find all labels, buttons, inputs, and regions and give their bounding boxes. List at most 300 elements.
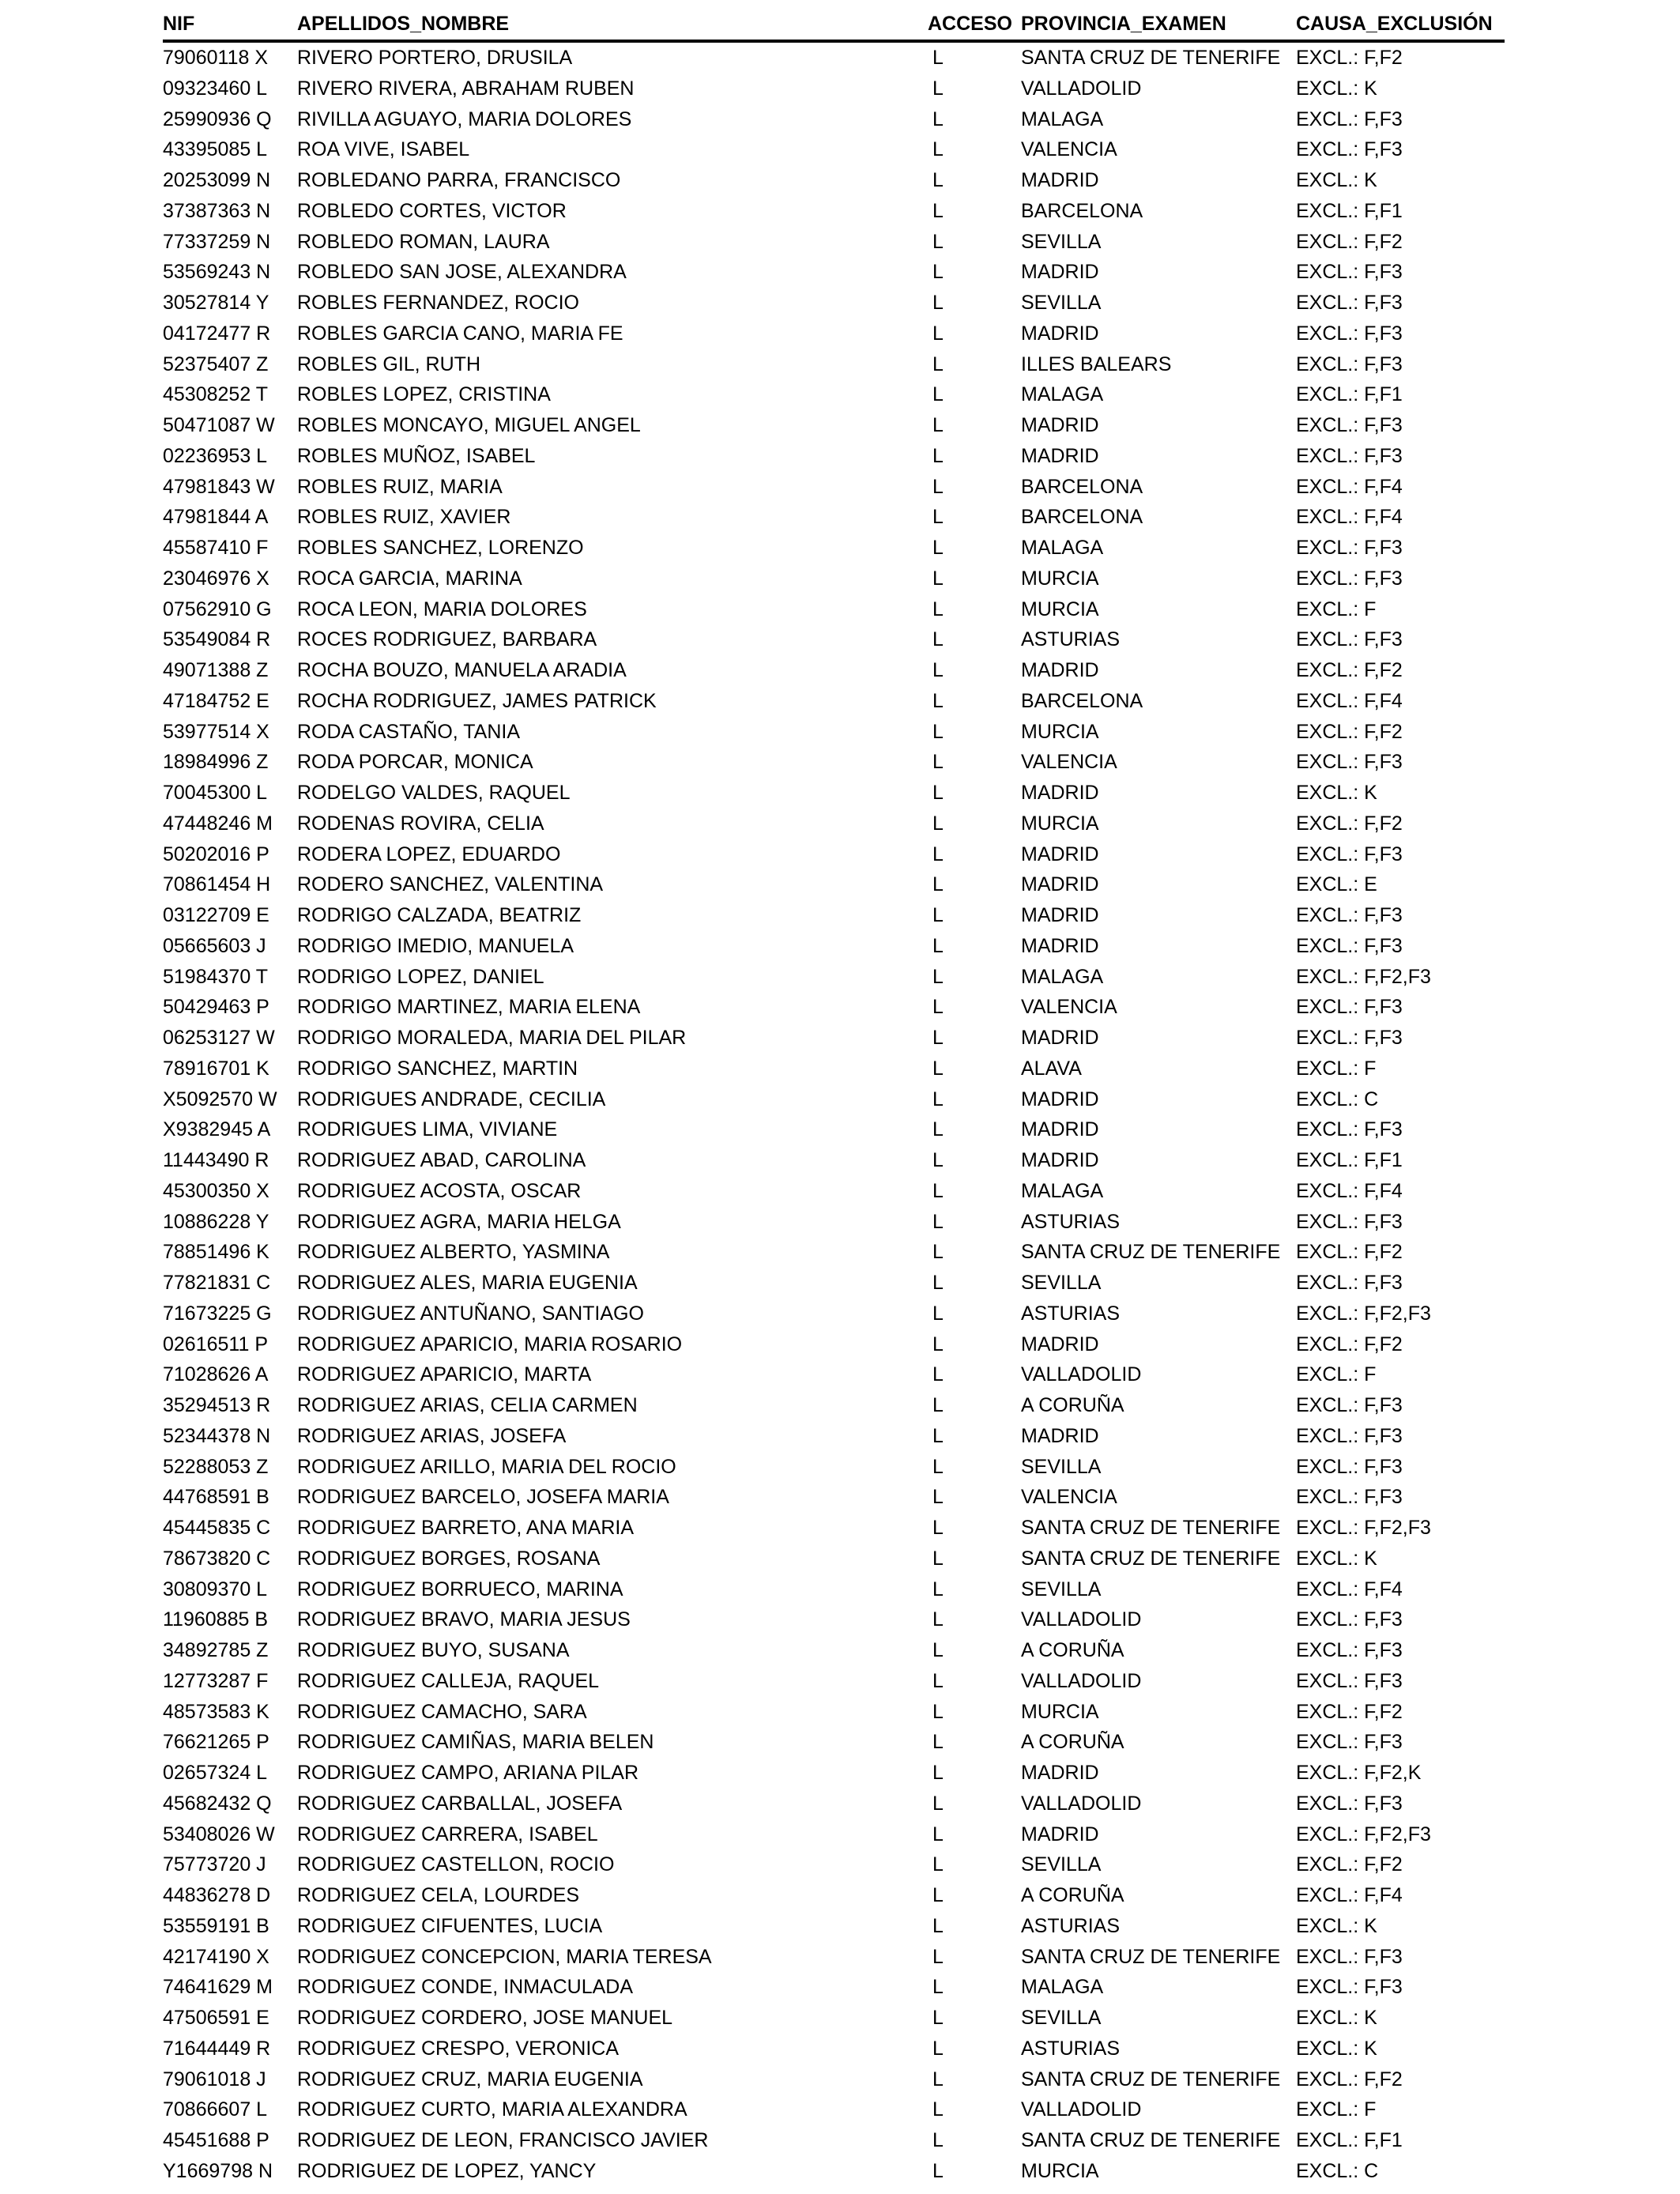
- cell-causa-exclusion: EXCL.: F,F1: [1296, 199, 1403, 222]
- cell-causa-exclusion: EXCL.: C: [1296, 1088, 1379, 1110]
- cell-provincia-examen: MADRID: [1021, 1118, 1099, 1141]
- cell-provincia-examen: VALLADOLID: [1021, 1363, 1142, 1386]
- cell-apellidos-nombre: RODRIGUEZ ALBERTO, YASMINA: [297, 1241, 610, 1264]
- cell-acceso: L: [932, 965, 944, 988]
- cell-acceso: L: [932, 322, 944, 345]
- cell-acceso: L: [932, 1057, 944, 1080]
- cell-nif: 09323460 L: [163, 77, 268, 100]
- cell-apellidos-nombre: RODRIGUEZ CAMIÑAS, MARIA BELEN: [297, 1731, 654, 1754]
- cell-acceso: L: [932, 1608, 944, 1631]
- table-row: [163, 962, 1505, 993]
- table-row: [163, 747, 1505, 778]
- cell-provincia-examen: MADRID: [1021, 444, 1099, 467]
- table-row: [163, 1789, 1505, 1819]
- cell-acceso: L: [932, 1517, 944, 1539]
- cell-acceso: L: [932, 689, 944, 712]
- cell-provincia-examen: MALAGA: [1021, 537, 1104, 559]
- cell-apellidos-nombre: ROBLES MONCAYO, MIGUEL ANGEL: [297, 414, 641, 436]
- cell-nif: 52288053 Z: [163, 1455, 269, 1478]
- cell-provincia-examen: MALAGA: [1021, 1179, 1104, 1202]
- cell-provincia-examen: SEVILLA: [1021, 2007, 1102, 2029]
- table-row: [163, 1544, 1505, 1574]
- cell-apellidos-nombre: RODERO SANCHEZ, VALENTINA: [297, 873, 604, 896]
- cell-acceso: L: [932, 1363, 944, 1386]
- cell-apellidos-nombre: RODRIGUEZ CARRERA, ISABEL: [297, 1823, 598, 1845]
- cell-acceso: L: [932, 352, 944, 375]
- cell-causa-exclusion: EXCL.: K: [1296, 77, 1377, 100]
- cell-apellidos-nombre: RODRIGUEZ ALES, MARIA EUGENIA: [297, 1272, 638, 1294]
- cell-apellidos-nombre: RODA PORCAR, MONICA: [297, 751, 533, 774]
- cell-apellidos-nombre: ROCA LEON, MARIA DOLORES: [297, 598, 587, 620]
- cell-nif: 70045300 L: [163, 782, 268, 804]
- cell-nif: 53569243 N: [163, 261, 271, 284]
- cell-apellidos-nombre: RODRIGUEZ CASTELLON, ROCIO: [297, 1853, 615, 1876]
- cell-acceso: L: [932, 904, 944, 926]
- table-row: [163, 1452, 1505, 1483]
- cell-apellidos-nombre: RODRIGUEZ CURTO, MARIA ALEXANDRA: [297, 2098, 687, 2121]
- cell-causa-exclusion: EXCL.: F,F3: [1296, 843, 1403, 865]
- cell-apellidos-nombre: RODRIGUEZ CELA, LOURDES: [297, 1884, 580, 1906]
- table-row: [163, 778, 1505, 809]
- cell-provincia-examen: ASTURIAS: [1021, 1914, 1121, 1937]
- cell-provincia-examen: MADRID: [1021, 843, 1099, 865]
- cell-nif: 78673820 C: [163, 1547, 271, 1570]
- cell-causa-exclusion: EXCL.: F,F2,F3: [1296, 965, 1431, 988]
- cell-nif: 35294513 R: [163, 1394, 271, 1416]
- cell-apellidos-nombre: RODRIGO MARTINEZ, MARIA ELENA: [297, 996, 641, 1019]
- cell-causa-exclusion: EXCL.: F,F3: [1296, 1792, 1403, 1815]
- cell-acceso: L: [932, 1027, 944, 1049]
- cell-provincia-examen: A CORUÑA: [1021, 1394, 1124, 1416]
- cell-causa-exclusion: EXCL.: F,F4: [1296, 506, 1403, 529]
- cell-provincia-examen: SANTA CRUZ DE TENERIFE: [1021, 1547, 1281, 1570]
- cell-provincia-examen: MADRID: [1021, 169, 1099, 191]
- cell-acceso: L: [932, 107, 944, 130]
- cell-apellidos-nombre: RODRIGUEZ ARIAS, JOSEFA: [297, 1424, 567, 1447]
- cell-provincia-examen: MADRID: [1021, 1762, 1099, 1784]
- cell-causa-exclusion: EXCL.: F,F3: [1296, 292, 1403, 314]
- cell-acceso: L: [932, 475, 944, 498]
- table-row: [163, 502, 1505, 533]
- cell-causa-exclusion: EXCL.: E: [1296, 873, 1377, 896]
- cell-provincia-examen: SEVILLA: [1021, 1455, 1102, 1478]
- cell-provincia-examen: BARCELONA: [1021, 689, 1143, 712]
- cell-apellidos-nombre: ROBLES RUIZ, MARIA: [297, 475, 503, 498]
- cell-causa-exclusion: EXCL.: F,F1: [1296, 383, 1403, 406]
- cell-provincia-examen: SANTA CRUZ DE TENERIFE: [1021, 1517, 1281, 1539]
- cell-provincia-examen: VALLADOLID: [1021, 1608, 1142, 1631]
- cell-causa-exclusion: EXCL.: K: [1296, 169, 1377, 191]
- cell-acceso: L: [932, 720, 944, 743]
- cell-provincia-examen: SEVILLA: [1021, 1578, 1102, 1600]
- cell-acceso: L: [932, 843, 944, 865]
- header-provincia-examen: PROVINCIA_EXAMEN: [1021, 11, 1296, 41]
- cell-apellidos-nombre: RODRIGUEZ BUYO, SUSANA: [297, 1639, 570, 1661]
- cell-nif: Y1669798 N: [163, 2159, 273, 2182]
- table-row: [163, 686, 1505, 717]
- cell-apellidos-nombre: ROCA GARCIA, MARINA: [297, 567, 522, 590]
- table-row: [163, 1574, 1505, 1605]
- cell-nif: 49071388 Z: [163, 659, 269, 681]
- cell-apellidos-nombre: RODRIGUEZ CAMPO, ARIANA PILAR: [297, 1762, 639, 1784]
- cell-apellidos-nombre: ROBLES GIL, RUTH: [297, 352, 480, 375]
- cell-causa-exclusion: EXCL.: F,F3: [1296, 322, 1403, 345]
- cell-apellidos-nombre: RODRIGUEZ CRESPO, VERONICA: [297, 2037, 619, 2060]
- cell-acceso: L: [932, 414, 944, 436]
- cell-apellidos-nombre: RODRIGO LOPEZ, DANIEL: [297, 965, 544, 988]
- cell-causa-exclusion: EXCL.: F,F3: [1296, 1424, 1403, 1447]
- cell-apellidos-nombre: RODRIGUES ANDRADE, CECILIA: [297, 1088, 606, 1110]
- cell-acceso: L: [932, 782, 944, 804]
- cell-nif: 06253127 W: [163, 1027, 275, 1049]
- cell-provincia-examen: MURCIA: [1021, 2159, 1099, 2182]
- cell-causa-exclusion: EXCL.: F,F3: [1296, 352, 1403, 375]
- cell-acceso: L: [932, 873, 944, 896]
- cell-apellidos-nombre: ROBLEDO CORTES, VICTOR: [297, 199, 567, 222]
- header-row: [163, 11, 1505, 41]
- cell-provincia-examen: MURCIA: [1021, 1700, 1099, 1723]
- table-row: [163, 1176, 1505, 1207]
- cell-apellidos-nombre: RODRIGUEZ BARRETO, ANA MARIA: [297, 1517, 635, 1539]
- table-row: [163, 1819, 1505, 1850]
- cell-apellidos-nombre: RODRIGUEZ BRAVO, MARIA JESUS: [297, 1608, 631, 1631]
- cell-provincia-examen: SEVILLA: [1021, 292, 1102, 314]
- cell-provincia-examen: SANTA CRUZ DE TENERIFE: [1021, 1241, 1281, 1264]
- cell-provincia-examen: ALAVA: [1021, 1057, 1082, 1080]
- cell-apellidos-nombre: RODRIGUEZ APARICIO, MARTA: [297, 1363, 592, 1386]
- cell-causa-exclusion: EXCL.: F,F3: [1296, 1976, 1403, 1999]
- table-row: [163, 655, 1505, 686]
- cell-apellidos-nombre: ROCHA BOUZO, MANUELA ARADIA: [297, 659, 627, 681]
- table-row: [163, 410, 1505, 441]
- cell-provincia-examen: MADRID: [1021, 873, 1099, 896]
- cell-nif: 47981844 A: [163, 506, 269, 529]
- cell-nif: 02236953 L: [163, 444, 268, 467]
- cell-apellidos-nombre: RIVERO PORTERO, DRUSILA: [297, 47, 573, 69]
- cell-apellidos-nombre: RODRIGUEZ APARICIO, MARIA ROSARIO: [297, 1333, 683, 1355]
- table-row: [163, 441, 1505, 472]
- table-row: [163, 196, 1505, 227]
- cell-acceso: L: [932, 383, 944, 406]
- cell-apellidos-nombre: RODRIGUEZ CORDERO, JOSE MANUEL: [297, 2007, 673, 2029]
- cell-causa-exclusion: EXCL.: F,F3: [1296, 751, 1403, 774]
- cell-apellidos-nombre: RODERA LOPEZ, EDUARDO: [297, 843, 561, 865]
- cell-provincia-examen: MADRID: [1021, 1333, 1099, 1355]
- table-row: [163, 1942, 1505, 1973]
- cell-acceso: L: [932, 1333, 944, 1355]
- cell-provincia-examen: A CORUÑA: [1021, 1731, 1124, 1754]
- cell-causa-exclusion: EXCL.: F: [1296, 598, 1377, 620]
- cell-apellidos-nombre: ROBLES MUÑOZ, ISABEL: [297, 444, 536, 467]
- cell-provincia-examen: MURCIA: [1021, 812, 1099, 835]
- cell-apellidos-nombre: ROBLES LOPEZ, CRISTINA: [297, 383, 551, 406]
- cell-causa-exclusion: EXCL.: F,F1: [1296, 1149, 1403, 1171]
- cell-provincia-examen: MADRID: [1021, 934, 1099, 957]
- cell-nif: 45451688 P: [163, 2129, 269, 2151]
- cell-causa-exclusion: EXCL.: F,F3: [1296, 1731, 1403, 1754]
- cell-causa-exclusion: EXCL.: F,F3: [1296, 904, 1403, 926]
- cell-provincia-examen: MADRID: [1021, 414, 1099, 436]
- cell-nif: 07562910 G: [163, 598, 272, 620]
- cell-apellidos-nombre: RODRIGUEZ DE LOPEZ, YANCY: [297, 2159, 597, 2182]
- cell-causa-exclusion: EXCL.: F,F3: [1296, 1486, 1403, 1509]
- cell-causa-exclusion: EXCL.: F,F2,F3: [1296, 1823, 1431, 1845]
- cell-causa-exclusion: EXCL.: K: [1296, 1547, 1377, 1570]
- cell-nif: 11960885 B: [163, 1608, 268, 1631]
- cell-provincia-examen: VALLADOLID: [1021, 1792, 1142, 1815]
- cell-causa-exclusion: EXCL.: F,F4: [1296, 1578, 1403, 1600]
- cell-provincia-examen: MADRID: [1021, 1823, 1099, 1845]
- cell-provincia-examen: ASTURIAS: [1021, 628, 1121, 651]
- header-apellidos-nombre: APELLIDOS_NOMBRE: [297, 11, 928, 41]
- cell-nif: 03122709 E: [163, 904, 269, 926]
- table-row: [163, 809, 1505, 839]
- cell-provincia-examen: MALAGA: [1021, 965, 1104, 988]
- cell-acceso: L: [932, 230, 944, 253]
- cell-nif: 47184752 E: [163, 689, 269, 712]
- cell-acceso: L: [932, 1118, 944, 1141]
- cell-nif: 79060118 X: [163, 47, 268, 69]
- cell-causa-exclusion: EXCL.: F,F3: [1296, 261, 1403, 284]
- exclusion-list-sheet: [163, 11, 1505, 2187]
- cell-acceso: L: [932, 1547, 944, 1570]
- table-row: [163, 41, 1505, 74]
- cell-acceso: L: [932, 598, 944, 620]
- cell-provincia-examen: MADRID: [1021, 904, 1099, 926]
- cell-provincia-examen: VALLADOLID: [1021, 2098, 1142, 2121]
- cell-nif: 20253099 N: [163, 169, 271, 191]
- cell-provincia-examen: SEVILLA: [1021, 1272, 1102, 1294]
- cell-apellidos-nombre: ROBLES FERNANDEZ, ROCIO: [297, 292, 579, 314]
- cell-nif: 70866607 L: [163, 2098, 268, 2121]
- cell-provincia-examen: BARCELONA: [1021, 475, 1143, 498]
- table-row: [163, 1299, 1505, 1329]
- cell-apellidos-nombre: ROBLES RUIZ, XAVIER: [297, 506, 511, 529]
- cell-causa-exclusion: EXCL.: F,F2: [1296, 659, 1403, 681]
- cell-causa-exclusion: EXCL.: F,F3: [1296, 1394, 1403, 1416]
- cell-causa-exclusion: EXCL.: F,F2: [1296, 2068, 1403, 2090]
- cell-causa-exclusion: EXCL.: F,F2,F3: [1296, 1517, 1431, 1539]
- cell-provincia-examen: VALLADOLID: [1021, 77, 1142, 100]
- cell-nif: 51984370 T: [163, 965, 268, 988]
- cell-acceso: L: [932, 1394, 944, 1416]
- cell-provincia-examen: VALENCIA: [1021, 1486, 1117, 1509]
- cell-acceso: L: [932, 567, 944, 590]
- cell-acceso: L: [932, 1731, 944, 1754]
- cell-causa-exclusion: EXCL.: F,F3: [1296, 1272, 1403, 1294]
- cell-nif: 23046976 X: [163, 567, 269, 590]
- cell-apellidos-nombre: ROBLEDANO PARRA, FRANCISCO: [297, 169, 621, 191]
- table-row: [163, 1054, 1505, 1084]
- table-row: [163, 2064, 1505, 2095]
- cell-nif: 04172477 R: [163, 322, 271, 345]
- table-row: [163, 1758, 1505, 1789]
- cell-provincia-examen: SEVILLA: [1021, 230, 1102, 253]
- table-row: [163, 900, 1505, 931]
- table-row: [163, 472, 1505, 503]
- cell-acceso: L: [932, 2159, 944, 2182]
- cell-nif: 71673225 G: [163, 1302, 272, 1325]
- cell-nif: 53977514 X: [163, 720, 269, 743]
- cell-acceso: L: [932, 1884, 944, 1906]
- cell-provincia-examen: A CORUÑA: [1021, 1884, 1124, 1906]
- cell-apellidos-nombre: RODELGO VALDES, RAQUEL: [297, 782, 571, 804]
- cell-acceso: L: [932, 1241, 944, 1264]
- cell-causa-exclusion: EXCL.: F,F3: [1296, 934, 1403, 957]
- cell-apellidos-nombre: RODRIGUEZ CONCEPCION, MARIA TERESA: [297, 1945, 712, 1968]
- cell-acceso: L: [932, 1976, 944, 1999]
- cell-provincia-examen: SANTA CRUZ DE TENERIFE: [1021, 2129, 1281, 2151]
- cell-apellidos-nombre: RODENAS ROVIRA, CELIA: [297, 812, 544, 835]
- table-row: [163, 931, 1505, 962]
- cell-provincia-examen: MADRID: [1021, 261, 1099, 284]
- cell-nif: 45587410 F: [163, 537, 269, 559]
- cell-acceso: L: [932, 2068, 944, 2090]
- table-row: [163, 1635, 1505, 1666]
- cell-causa-exclusion: EXCL.: F,F3: [1296, 1118, 1403, 1141]
- cell-nif: 53549084 R: [163, 628, 271, 651]
- cell-nif: 25990936 Q: [163, 107, 272, 130]
- cell-causa-exclusion: EXCL.: F,F4: [1296, 1179, 1403, 1202]
- table-row: [163, 2003, 1505, 2034]
- table-row: [163, 1145, 1505, 1176]
- table-row: [163, 1207, 1505, 1238]
- cell-nif: 45445835 C: [163, 1517, 271, 1539]
- cell-acceso: L: [932, 1088, 944, 1110]
- cell-nif: 12773287 F: [163, 1669, 269, 1692]
- cell-acceso: L: [932, 261, 944, 284]
- cell-nif: 52375407 Z: [163, 352, 269, 375]
- cell-provincia-examen: VALENCIA: [1021, 751, 1117, 774]
- table-row: [163, 1237, 1505, 1268]
- cell-nif: 74641629 M: [163, 1976, 273, 1999]
- cell-acceso: L: [932, 628, 944, 651]
- cell-acceso: L: [932, 2037, 944, 2060]
- table-row: [163, 1084, 1505, 1115]
- table-row: [163, 1268, 1505, 1299]
- cell-nif: 45308252 T: [163, 383, 268, 406]
- cell-acceso: L: [932, 1210, 944, 1233]
- cell-provincia-examen: MADRID: [1021, 322, 1099, 345]
- cell-apellidos-nombre: RODRIGUEZ ANTUÑANO, SANTIAGO: [297, 1302, 644, 1325]
- cell-acceso: L: [932, 1792, 944, 1815]
- cell-provincia-examen: MADRID: [1021, 1088, 1099, 1110]
- cell-acceso: L: [932, 1486, 944, 1509]
- cell-nif: 44768591 B: [163, 1486, 269, 1509]
- table-row: [163, 1513, 1505, 1544]
- cell-nif: 79061018 J: [163, 2068, 266, 2090]
- cell-acceso: L: [932, 1455, 944, 1478]
- cell-acceso: L: [932, 199, 944, 222]
- table-row: [163, 1421, 1505, 1452]
- cell-provincia-examen: ASTURIAS: [1021, 2037, 1121, 2060]
- cell-apellidos-nombre: RIVILLA AGUAYO, MARIA DOLORES: [297, 107, 632, 130]
- cell-provincia-examen: SEVILLA: [1021, 1853, 1102, 1876]
- cell-causa-exclusion: EXCL.: F,F2: [1296, 230, 1403, 253]
- table-row: [163, 1114, 1505, 1145]
- cell-provincia-examen: ILLES BALEARS: [1021, 352, 1172, 375]
- cell-acceso: L: [932, 1272, 944, 1294]
- table-row: [163, 869, 1505, 900]
- cell-nif: 50202016 P: [163, 843, 269, 865]
- cell-causa-exclusion: EXCL.: F,F3: [1296, 444, 1403, 467]
- cell-causa-exclusion: EXCL.: F,F3: [1296, 1945, 1403, 1968]
- cell-causa-exclusion: EXCL.: F,F2,K: [1296, 1762, 1422, 1784]
- cell-provincia-examen: VALENCIA: [1021, 996, 1117, 1019]
- table-row: [163, 1023, 1505, 1054]
- cell-acceso: L: [932, 996, 944, 1019]
- cell-nif: 50471087 W: [163, 414, 275, 436]
- cell-apellidos-nombre: RODRIGUEZ DE LEON, FRANCISCO JAVIER: [297, 2129, 709, 2151]
- cell-apellidos-nombre: RODRIGUEZ CIFUENTES, LUCIA: [297, 1914, 603, 1937]
- cell-apellidos-nombre: RODRIGUEZ ABAD, CAROLINA: [297, 1149, 586, 1171]
- table-row: [163, 1666, 1505, 1697]
- cell-provincia-examen: VALLADOLID: [1021, 1669, 1142, 1692]
- cell-causa-exclusion: EXCL.: F,F3: [1296, 537, 1403, 559]
- cell-provincia-examen: ASTURIAS: [1021, 1302, 1121, 1325]
- cell-nif: 75773720 J: [163, 1853, 266, 1876]
- cell-nif: 30809370 L: [163, 1578, 268, 1600]
- table-row: [163, 227, 1505, 258]
- cell-apellidos-nombre: RODRIGUEZ AGRA, MARIA HELGA: [297, 1210, 621, 1233]
- table-row: [163, 349, 1505, 380]
- cell-provincia-examen: A CORUÑA: [1021, 1639, 1124, 1661]
- cell-acceso: L: [932, 1578, 944, 1600]
- cell-nif: 45300350 X: [163, 1179, 269, 1202]
- cell-causa-exclusion: EXCL.: F,F1: [1296, 2129, 1403, 2151]
- table-row: [163, 104, 1505, 135]
- cell-causa-exclusion: EXCL.: F,F3: [1296, 1639, 1403, 1661]
- cell-acceso: L: [932, 1823, 944, 1845]
- cell-apellidos-nombre: RODRIGUEZ BARCELO, JOSEFA MARIA: [297, 1486, 669, 1509]
- table-row: [163, 564, 1505, 594]
- table-row: [163, 2125, 1505, 2156]
- cell-causa-exclusion: EXCL.: F,F3: [1296, 414, 1403, 436]
- header-causa-exclusion: CAUSA_EXCLUSIÓN: [1296, 11, 1505, 41]
- table-row: [163, 533, 1505, 564]
- cell-apellidos-nombre: ROBLES SANCHEZ, LORENZO: [297, 537, 584, 559]
- cell-apellidos-nombre: ROCHA RODRIGUEZ, JAMES PATRICK: [297, 689, 657, 712]
- cell-provincia-examen: MURCIA: [1021, 598, 1099, 620]
- cell-causa-exclusion: EXCL.: F,F3: [1296, 107, 1403, 130]
- cell-apellidos-nombre: RODRIGO CALZADA, BEATRIZ: [297, 904, 582, 926]
- header-acceso: ACCESO: [928, 11, 1021, 41]
- cell-acceso: L: [932, 1700, 944, 1723]
- cell-nif: 47981843 W: [163, 475, 275, 498]
- cell-nif: 53559191 B: [163, 1914, 269, 1937]
- cell-causa-exclusion: EXCL.: F,F3: [1296, 1669, 1403, 1692]
- cell-acceso: L: [932, 537, 944, 559]
- cell-nif: 10886228 Y: [163, 1210, 269, 1233]
- cell-acceso: L: [932, 1639, 944, 1661]
- table-row: [163, 992, 1505, 1023]
- cell-acceso: L: [932, 2129, 944, 2151]
- cell-causa-exclusion: EXCL.: K: [1296, 782, 1377, 804]
- cell-apellidos-nombre: RODRIGUEZ BORGES, ROSANA: [297, 1547, 601, 1570]
- table-header: [163, 11, 1505, 41]
- table-row: [163, 1697, 1505, 1728]
- cell-nif: 52344378 N: [163, 1424, 271, 1447]
- cell-acceso: L: [932, 1669, 944, 1692]
- cell-provincia-examen: MURCIA: [1021, 720, 1099, 743]
- cell-acceso: L: [932, 138, 944, 161]
- header-nif: NIF: [163, 11, 297, 41]
- table-row: [163, 74, 1505, 104]
- cell-nif: 76621265 P: [163, 1731, 269, 1754]
- cell-provincia-examen: BARCELONA: [1021, 506, 1143, 529]
- cell-apellidos-nombre: RIVERO RIVERA, ABRAHAM RUBEN: [297, 77, 635, 100]
- cell-apellidos-nombre: RODA CASTAÑO, TANIA: [297, 720, 520, 743]
